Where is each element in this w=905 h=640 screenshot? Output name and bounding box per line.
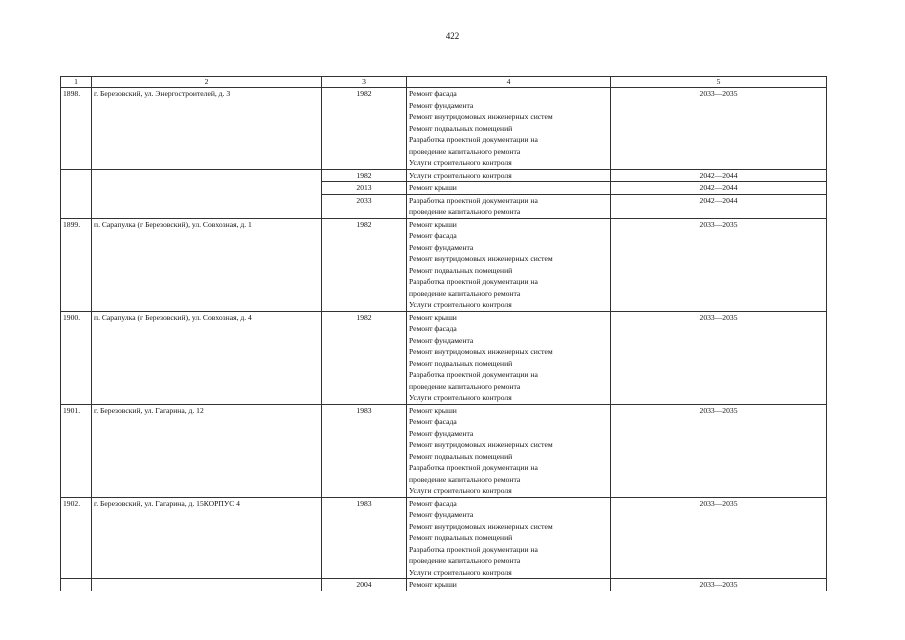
period-cell: 2033—2035 xyxy=(611,579,827,592)
work-item: Разработка проектной документации на xyxy=(409,463,538,472)
period-cell: 2033—2035 xyxy=(611,88,827,170)
work-item: Ремонт крыши xyxy=(409,183,457,192)
row-number-cell: 1900. xyxy=(61,311,92,404)
period-cell: 2033—2035 xyxy=(611,311,827,404)
work-item: Ремонт крыши xyxy=(409,580,457,589)
row-number-cell: 1902. xyxy=(61,497,92,579)
work-item: Ремонт подвальных помещений xyxy=(409,358,513,368)
works-cell xyxy=(407,497,611,579)
table-row xyxy=(61,497,827,579)
address-cell xyxy=(92,169,322,182)
work-item: Ремонт фундамента xyxy=(409,100,474,110)
row-number-cell: 1898. xyxy=(61,88,92,170)
works-cell xyxy=(407,404,611,497)
table-body xyxy=(61,77,827,592)
work-item: Услуги строительного контроля xyxy=(409,567,512,577)
work-item: Ремонт фундамента xyxy=(409,428,474,438)
column-header: 2 xyxy=(92,77,322,88)
work-item: Ремонт фундамента xyxy=(409,510,474,519)
address-cell: г. Березовский, ул. Гагарина, д. 12 xyxy=(92,404,322,497)
address-cell: г. Березовский, ул. Гагарина, д. 15КОРПУС 4 xyxy=(92,497,322,579)
works-cell xyxy=(407,579,611,592)
table-row xyxy=(61,194,827,218)
work-item: Услуги строительного контроля xyxy=(409,170,512,180)
works-cell xyxy=(407,218,611,311)
repair-schedule-table xyxy=(60,76,827,591)
table-row xyxy=(61,311,827,404)
page-number: 422 xyxy=(445,31,460,41)
address-cell: г. Березовский, ул. Энергостроителей, д. 3 xyxy=(92,88,322,170)
work-item: Ремонт подвальных помещений xyxy=(409,265,513,275)
table-row xyxy=(61,218,827,311)
period-cell: 2042—2044 xyxy=(611,182,827,195)
year-cell: 1983 xyxy=(322,497,407,579)
work-item: Ремонт фасада xyxy=(409,89,457,98)
work-item: Ремонт крыши xyxy=(409,219,457,229)
work-item: Ремонт подвальных помещений xyxy=(409,123,513,133)
table-row xyxy=(61,404,827,497)
work-item: Ремонт фасада xyxy=(409,324,457,333)
period-cell: 2033—2035 xyxy=(611,218,827,311)
work-item: Услуги строительного контроля xyxy=(409,393,512,402)
work-item: Ремонт внутридомовых инженерных систем xyxy=(409,347,553,356)
work-item: Ремонт крыши xyxy=(409,312,457,322)
work-item: Разработка проектной документации на xyxy=(409,277,538,286)
address-cell: п. Сарапулка (г Березовский), ул. Совхозная, д. 1 xyxy=(92,218,322,311)
works-cell xyxy=(407,311,611,404)
work-item: Ремонт внутридомовых инженерных систем xyxy=(409,254,553,263)
row-number-cell xyxy=(61,194,92,218)
work-item: Разработка проектной документации на xyxy=(409,370,538,379)
work-item: Разработка проектной документации на xyxy=(409,135,538,144)
works-cell xyxy=(407,194,611,218)
work-item: проведение капитального ремонта xyxy=(409,556,521,565)
work-item: проведение капитального ремонта xyxy=(409,381,521,391)
work-item: Ремонт внутридомовых инженерных систем xyxy=(409,112,553,121)
work-item: Ремонт фасада xyxy=(409,417,457,426)
work-item: Ремонт фасада xyxy=(409,498,457,508)
year-cell: 1982 xyxy=(322,218,407,311)
table-row xyxy=(61,88,827,170)
row-number-cell: 1899. xyxy=(61,218,92,311)
works-cell xyxy=(407,88,611,170)
year-cell: 1982 xyxy=(322,88,407,170)
period-cell: 2033—2035 xyxy=(611,497,827,579)
work-item: проведение капитального ремонта xyxy=(409,146,521,156)
address-cell xyxy=(92,182,322,195)
works-cell xyxy=(407,169,611,182)
column-header: 4 xyxy=(407,77,611,88)
period-cell: 2042—2044 xyxy=(611,194,827,218)
table-row xyxy=(61,169,827,182)
work-item: Разработка проектной документации на xyxy=(409,544,538,554)
column-header: 1 xyxy=(61,77,92,88)
work-item: Разработка проектной документации на xyxy=(409,195,538,205)
year-cell: 1982 xyxy=(322,311,407,404)
row-number-cell xyxy=(61,579,92,592)
work-item: Ремонт крыши xyxy=(409,405,457,415)
year-cell: 2013 xyxy=(322,182,407,195)
period-cell: 2033—2035 xyxy=(611,404,827,497)
work-item: Услуги строительного контроля xyxy=(409,486,512,495)
period-cell: 2042—2044 xyxy=(611,169,827,182)
address-cell: п. Сарапулка (г Березовский), ул. Совхозная, д. 4 xyxy=(92,311,322,404)
column-number-row xyxy=(61,77,827,88)
table-row xyxy=(61,579,827,592)
work-item: Услуги строительного контроля xyxy=(409,300,512,309)
work-item: Ремонт внутридомовых инженерных систем xyxy=(409,521,553,531)
work-item: Ремонт подвальных помещений xyxy=(409,451,513,461)
work-item: проведение капитального ремонта xyxy=(409,288,521,298)
work-item: проведение капитального ремонта xyxy=(409,207,521,216)
table-row xyxy=(61,182,827,195)
column-header: 3 xyxy=(322,77,407,88)
work-item: Ремонт внутридомовых инженерных систем xyxy=(409,440,553,449)
work-item: Ремонт фундамента xyxy=(409,242,474,252)
work-item: Ремонт фасада xyxy=(409,231,457,240)
year-cell: 1983 xyxy=(322,404,407,497)
column-header: 5 xyxy=(611,77,827,88)
year-cell: 1982 xyxy=(322,169,407,182)
address-cell xyxy=(92,194,322,218)
year-cell: 2033 xyxy=(322,194,407,218)
work-item: Услуги строительного контроля xyxy=(409,158,512,167)
year-cell: 2004 xyxy=(322,579,407,592)
row-number-cell xyxy=(61,182,92,195)
row-number-cell xyxy=(61,169,92,182)
row-number-cell: 1901. xyxy=(61,404,92,497)
work-item: Ремонт подвальных помещений xyxy=(409,533,513,542)
address-cell xyxy=(92,579,322,592)
work-item: проведение капитального ремонта xyxy=(409,474,521,484)
works-cell xyxy=(407,182,611,195)
work-item: Ремонт фундамента xyxy=(409,335,474,345)
